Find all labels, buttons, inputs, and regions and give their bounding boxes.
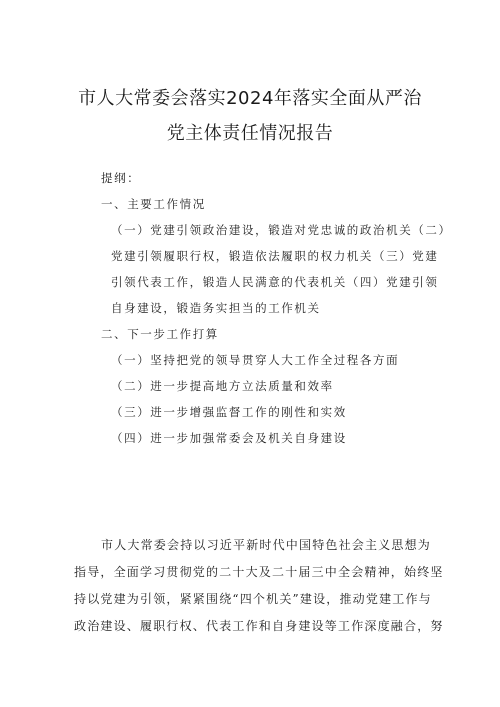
section-2-heading: 二、下一步工作打算	[101, 327, 219, 341]
document-title-line-2: 党主体责任情况报告	[166, 123, 334, 144]
document-title-line-1: 市人大常委会落实2024年落实全面从严治	[78, 88, 422, 109]
body-paragraph-line-1: 市人大常委会持以习近平新时代中国特色社会主义思想为	[101, 538, 432, 552]
section-1-heading: 一、主要工作情况	[101, 197, 206, 211]
outline-label: 提纲：	[101, 171, 141, 185]
body-paragraph-line-3: 持以党建为引领，紧紧围绕“四个机关”建设，推动党建工作与	[74, 592, 432, 606]
section-2-item-1: （一）坚持把党的领导贯穿人大工作全过程各方面	[111, 353, 400, 367]
section-1-line-4: 自身建设，锻造务实担当的工作机关	[111, 301, 321, 315]
body-paragraph-line-4: 政治建设、履职行权、代表工作和自身建设等工作深度融合，努	[74, 619, 444, 633]
section-1-line-3: 引领代表工作，锻造人民满意的代表机关（四）党建引领	[111, 275, 439, 289]
section-2-item-2: （二）进一步提高地方立法质量和效率	[111, 379, 334, 393]
section-1-line-1: （一）党建引领政治建设，锻造对党忠诚的政治机关（二）	[111, 223, 452, 237]
section-2-item-3: （三）进一步增强监督工作的刚性和实效	[111, 405, 347, 419]
section-1-line-2: 党建引领履职行权，锻造依法履职的权力机关（三）党建	[111, 249, 439, 263]
section-2-item-4: （四）进一步加强常委会及机关自身建设	[111, 431, 347, 445]
body-paragraph-line-2: 指导，全面学习贯彻党的二十大及二十届三中全会精神，始终坚	[74, 565, 444, 579]
